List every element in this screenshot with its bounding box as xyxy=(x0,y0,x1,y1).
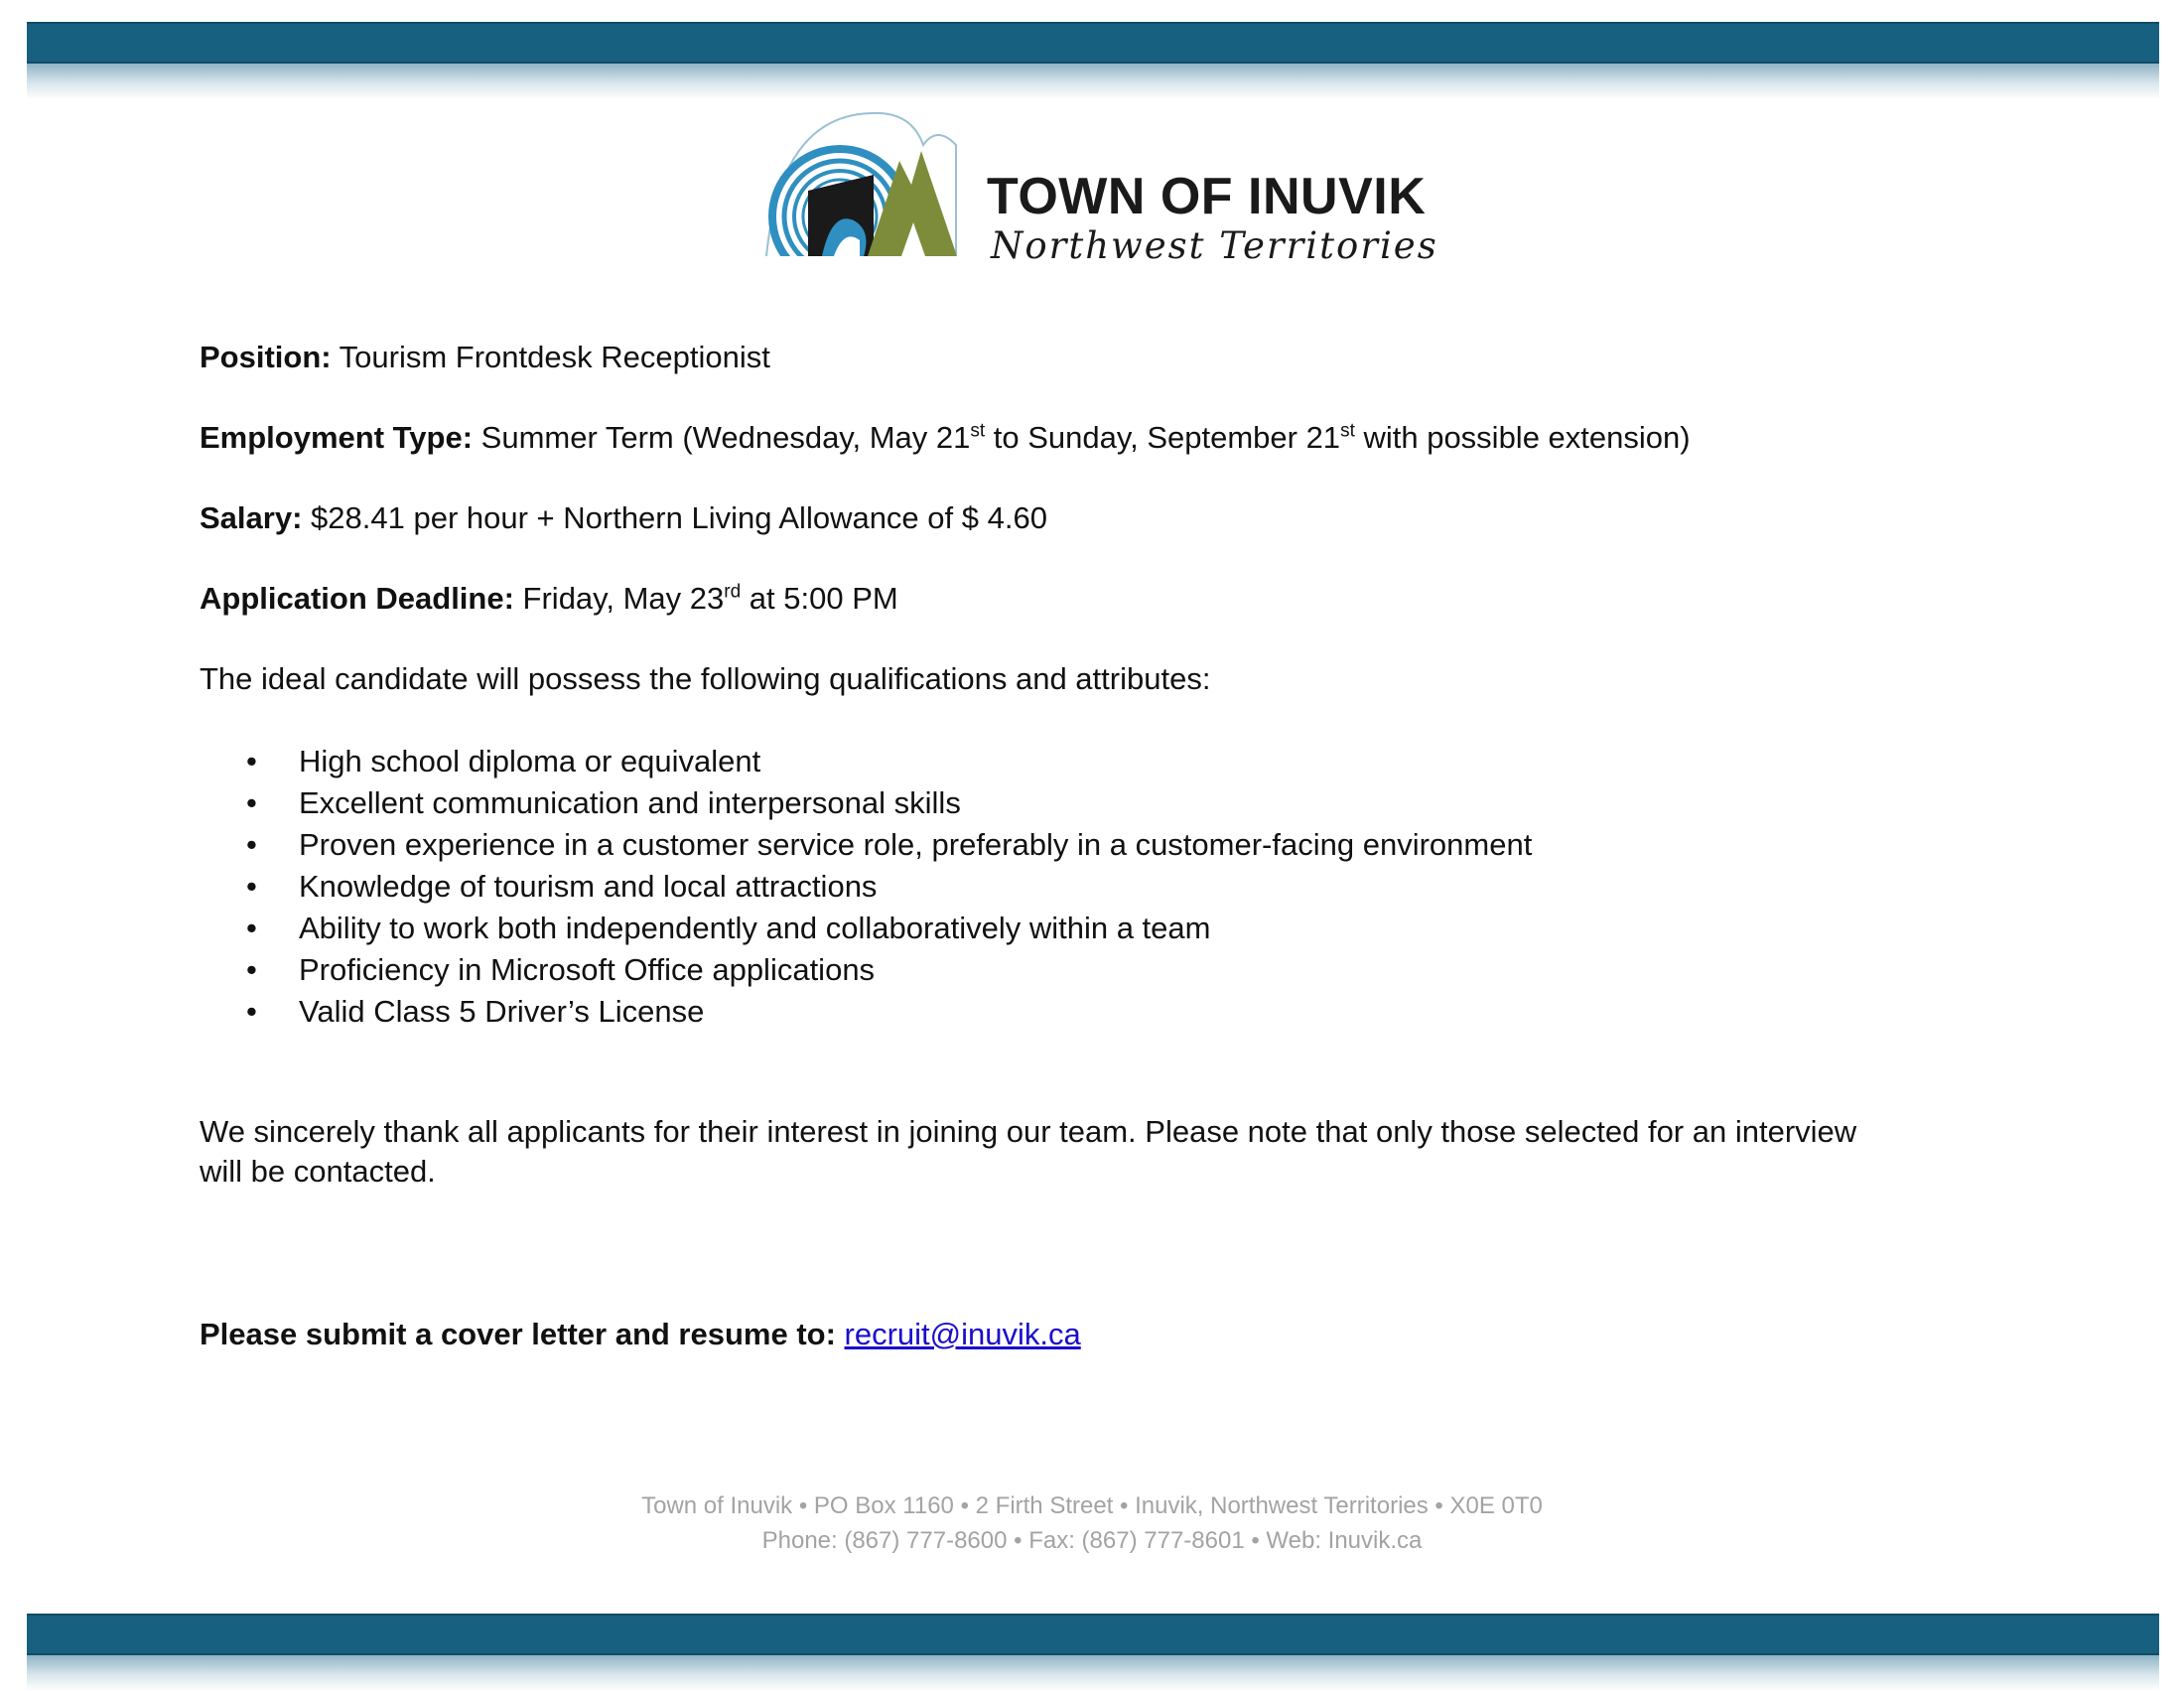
bullet-icon: • xyxy=(246,827,257,862)
qualification-text: Proficiency in Microsoft Office applications xyxy=(299,952,876,987)
job-posting xyxy=(200,338,1986,1354)
town-logo-emblem xyxy=(762,105,981,284)
employment-type-text-1: Summer Term (Wednesday, May 21 xyxy=(480,420,971,455)
footer-band-shadow xyxy=(27,1655,2159,1691)
qualification-text: Proven experience in a customer service role, preferably in a customer-facing environment xyxy=(299,827,1533,862)
deadline-field xyxy=(200,579,1986,619)
bullet-icon: • xyxy=(246,911,257,945)
header-band-shadow xyxy=(27,64,2159,99)
employment-type-text-3: with possible extension) xyxy=(1354,420,1691,455)
bullet-icon: • xyxy=(246,994,257,1029)
footer-band xyxy=(27,1614,2159,1691)
logo-title: TOWN OF INUVIK xyxy=(987,168,1427,225)
logo-subtitle: Northwest Territories xyxy=(991,224,1438,267)
footer-address: Town of Inuvik • PO Box 1160 • 2 Firth Street • Inuvik, Northwest Territories • X0E 0T0 xyxy=(641,1492,1543,1519)
bullet-icon: • xyxy=(246,785,257,820)
deadline-text-2: at 5:00 PM xyxy=(741,581,898,616)
town-logo xyxy=(762,105,1457,284)
list-item xyxy=(200,824,1986,866)
deadline-text-1: Friday, May 23 xyxy=(522,581,725,616)
list-item xyxy=(200,949,1986,991)
submit-label: Please submit a cover letter and resume to: xyxy=(200,1317,845,1351)
list-item xyxy=(200,741,1986,782)
salary-field xyxy=(200,498,1986,538)
qualification-text: High school diploma or equivalent xyxy=(299,744,761,778)
deadline-value xyxy=(523,581,898,616)
qualification-text: Knowledge of tourism and local attractions xyxy=(299,869,878,904)
qualifications-intro: The ideal candidate will possess the following qualifications and attributes: xyxy=(200,661,1211,696)
qualifications-list xyxy=(200,741,1986,1033)
header-band xyxy=(27,22,2159,99)
bullet-icon: • xyxy=(246,952,257,987)
list-item xyxy=(200,866,1986,908)
list-item xyxy=(200,908,1986,949)
header-band-bar xyxy=(27,22,2159,64)
employment-type-label: Employment Type: xyxy=(200,420,474,455)
qualification-text: Ability to work both independently and collaboratively within a team xyxy=(299,911,1211,945)
salary-value: $28.41 per hour + Northern Living Allowance of $ 4.60 xyxy=(311,500,1047,535)
employment-type-value xyxy=(481,420,1691,455)
qualification-text: Excellent communication and interpersonal skills xyxy=(299,785,961,820)
bullet-icon: • xyxy=(246,744,257,778)
salary-label: Salary: xyxy=(200,500,303,535)
list-item xyxy=(200,782,1986,824)
recruit-email-link[interactable]: recruit@inuvik.ca xyxy=(844,1317,1081,1351)
submit-instructions xyxy=(200,1315,1986,1354)
employment-type-text-2: to Sunday, September 21 xyxy=(985,420,1341,455)
employment-type-sup-2: st xyxy=(1340,420,1355,442)
employment-type-field xyxy=(200,418,1986,458)
position-label: Position: xyxy=(200,340,332,374)
bullet-icon: • xyxy=(246,869,257,904)
deadline-sup: rd xyxy=(724,581,742,603)
deadline-label: Application Deadline: xyxy=(200,581,514,616)
footer-contact: Phone: (867) 777-8600 • Fax: (867) 777-8601 • Web: Inuvik.ca xyxy=(761,1527,1423,1554)
footer-band-bar xyxy=(27,1614,2159,1655)
position-value: Tourism Frontdesk Receptionist xyxy=(339,340,770,374)
employment-type-sup-1: st xyxy=(970,420,986,442)
list-item xyxy=(200,991,1986,1033)
position-field xyxy=(200,338,1986,377)
thank-you-note: We sincerely thank all applicants for their interest in joining our team. Please note that only those selected for an interview will be contacted. xyxy=(200,1114,1857,1189)
qualification-text: Valid Class 5 Driver’s License xyxy=(299,994,705,1029)
